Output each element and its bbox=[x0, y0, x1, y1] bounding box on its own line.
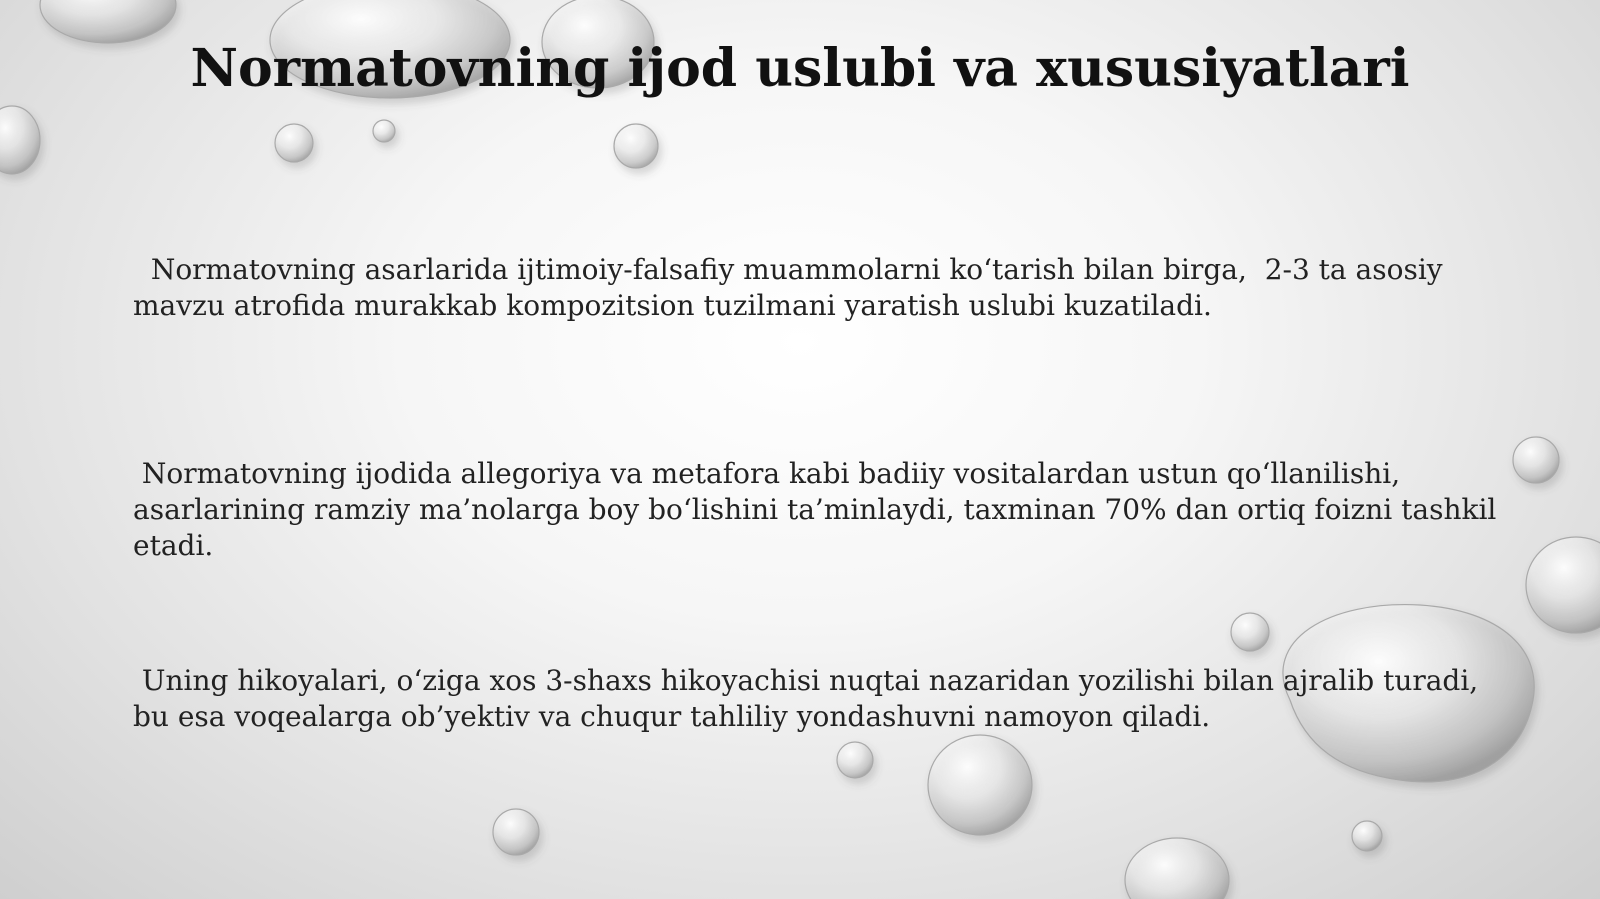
paragraph-allegory-metaphor: Normatovning ijodida allegoriya va metafora kabi badiiy vositalardan ustun qo‘llanilishi, asarlarining ramziy ma’nolarga boy bo‘lishini ta’minlaydi, taxminan 70% dan ortiq foizni tashkil etadi. bbox=[133, 457, 1506, 562]
droplet bbox=[40, 0, 176, 43]
droplet bbox=[493, 809, 539, 855]
droplet bbox=[928, 735, 1032, 835]
slide-title: Normatovning ijod uslubi va xususiyatlari bbox=[190, 38, 1410, 99]
paragraph-narrator-perspective: Uning hikoyalari, o‘ziga xos 3-shaxs hikoyachisi nuqtai nazaridan yozilishi bilan ajralib turadi, bu esa voqealarga ob’yektiv va chuqur tahliliy yondashuvni namoyon qiladi. bbox=[133, 664, 1488, 733]
droplet bbox=[1231, 613, 1269, 651]
droplet bbox=[614, 124, 658, 168]
droplet bbox=[1526, 537, 1600, 633]
droplet bbox=[1125, 838, 1229, 899]
droplet bbox=[373, 120, 395, 142]
paragraph-composition-style: Normatovning asarlarida ijtimoiy-falsafiy muammolarni ko‘tarish bilan birga, 2-3 ta asosiy mavzu atrofida murakkab kompozitsion tuzilmani yaratish uslubi kuzatiladi. bbox=[133, 253, 1452, 322]
droplet bbox=[1352, 821, 1382, 851]
droplet bbox=[275, 124, 313, 162]
droplet bbox=[0, 106, 40, 174]
droplet bbox=[837, 742, 873, 778]
droplet bbox=[1513, 437, 1559, 483]
